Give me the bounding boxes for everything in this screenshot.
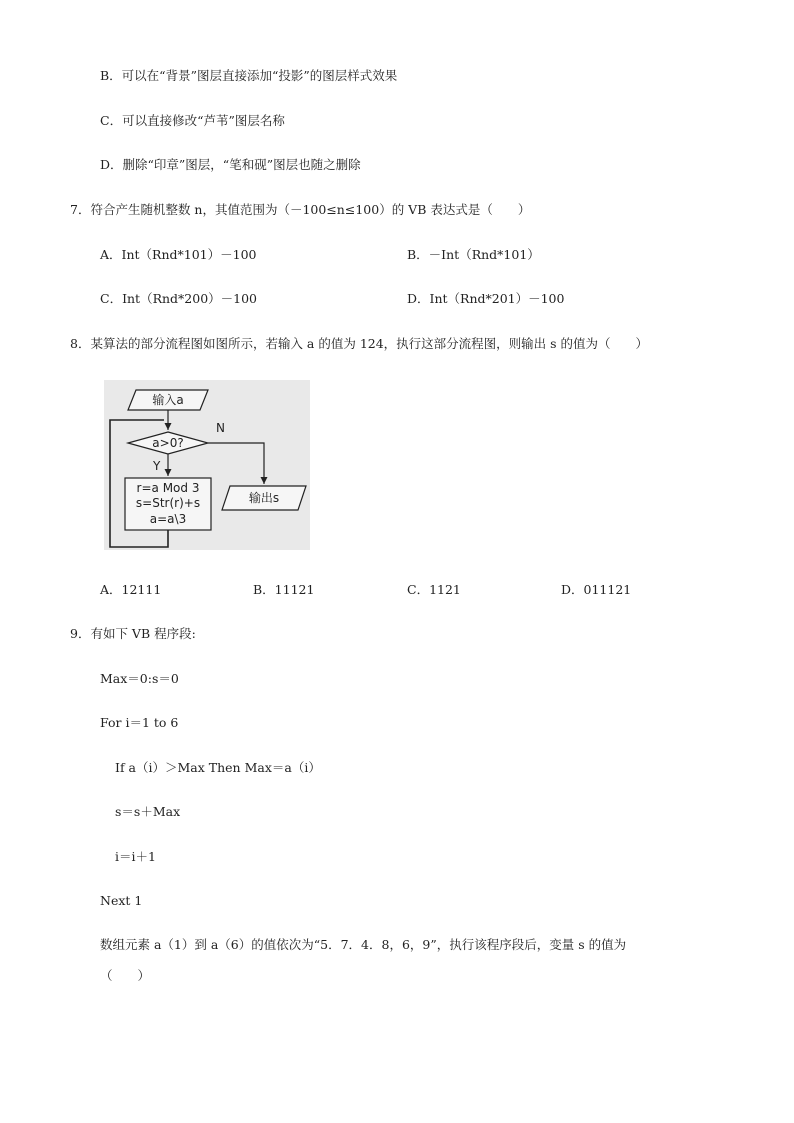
q9-code-line-5: i＝i＋1 <box>115 849 156 864</box>
q9-code-line-2: For i＝1 to 6 <box>100 715 179 730</box>
q8-option-c: C．1121 <box>407 582 461 597</box>
q6-option-d: D．删除“印章”图层，“笔和砚”图层也随之删除 <box>100 157 361 172</box>
q7-option-c: C．Int（Rnd*200）－100 <box>100 291 258 306</box>
q8-option-d: D．011121 <box>561 582 632 597</box>
q8-stem: 8．某算法的部分流程图如图所示，若输入 a 的值为 124，执行这部分流程图，则输出 s 的值为（ ） <box>70 336 649 351</box>
q9-answer-blank: （ ） <box>100 968 151 983</box>
flowchart-no-label: N <box>216 421 225 435</box>
q7-option-a: A．Int（Rnd*101）－100 <box>100 247 257 262</box>
flowchart-figure <box>104 380 310 550</box>
q6-option-c: C．可以直接修改“芦苇”图层名称 <box>100 113 285 128</box>
q9-code-line-4: s＝s＋Max <box>115 804 181 819</box>
flowchart-process-line-2: s=Str(r)+s <box>135 496 201 510</box>
q7-option-b: B．－Int（Rnd*101） <box>407 247 540 262</box>
flowchart-process-line-1: r=a Mod 3 <box>136 481 200 495</box>
flowchart-condition-text: a>0? <box>152 436 184 450</box>
q8-option-a: A．12111 <box>100 582 162 597</box>
flowchart-input-text: 输入a <box>152 393 184 407</box>
q9-code-line-1: Max＝0:s＝0 <box>100 671 179 686</box>
q9-description: 数组元素 a（1）到 a（6）的值依次为“5．7．4．8，6，9”，执行该程序段后，变量 s 的值为 <box>100 937 627 952</box>
flowchart-yes-label: Y <box>153 459 161 473</box>
q9-stem: 9．有如下 VB 程序段: <box>70 626 196 641</box>
flowchart-output-text: 输出s <box>248 491 280 505</box>
q9-code-line-3: If a（i）＞Max Then Max＝a（i） <box>115 760 321 775</box>
q7-stem: 7．符合产生随机整数 n，其值范围为（－100≤n≤100）的 VB 表达式是（ ） <box>70 202 531 217</box>
q9-code-line-6: Next 1 <box>100 893 143 908</box>
q6-option-b: B．可以在“背景”图层直接添加“投影”的图层样式效果 <box>100 68 398 83</box>
flowchart-process-line-3: a=a\3 <box>149 512 187 526</box>
q8-option-b: B．11121 <box>253 582 315 597</box>
q7-option-d: D．Int（Rnd*201）－100 <box>407 291 565 306</box>
